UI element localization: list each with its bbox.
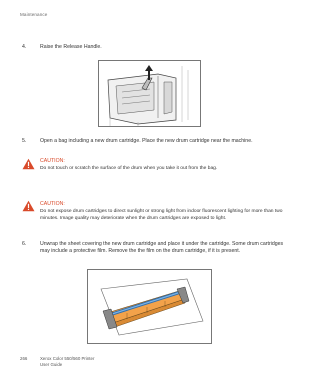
drum-cartridge-figure [87,269,212,344]
warning-triangle-icon [22,200,35,212]
step-text: Unwrap the sheet covering the new drum cartridge and place it under the cartridge. Some drum cartridges may include a protective film. Remove the the film on the drum cartridge, if it is present. [40,241,284,254]
step-text: Raise the Release Handle. [40,44,102,50]
caution-text: Do not expose drum cartridges to direct sunlight or strong light from indoor fluorescent lighting for more than two minutes. Image quality may deteriorate when the drum cartridges are exposed to light. [40,209,283,221]
section-header: Maintenance [20,12,48,17]
caution-text: Do not touch or scratch the surface of the drum when you take it out from the bag. [40,166,218,171]
printer-interior-illustration [98,60,201,127]
step-number: 4. [22,44,27,50]
warning-triangle-icon [22,158,35,170]
product-name: Xerox Color 550/560 Printer [40,356,95,361]
step-number: 5. [22,138,27,144]
drum-cartridge-illustration [87,269,212,344]
caution-title: CAUTION: [40,201,65,207]
guide-name: User Guide [40,362,63,367]
caution-title: CAUTION: [40,158,65,164]
page-number: 266 [20,356,28,361]
step-text: Open a bag including a new drum cartridge. Place the new drum cartridge near the machine. [40,138,253,144]
release-handle-figure [98,60,201,127]
step-number: 6. [22,241,27,247]
